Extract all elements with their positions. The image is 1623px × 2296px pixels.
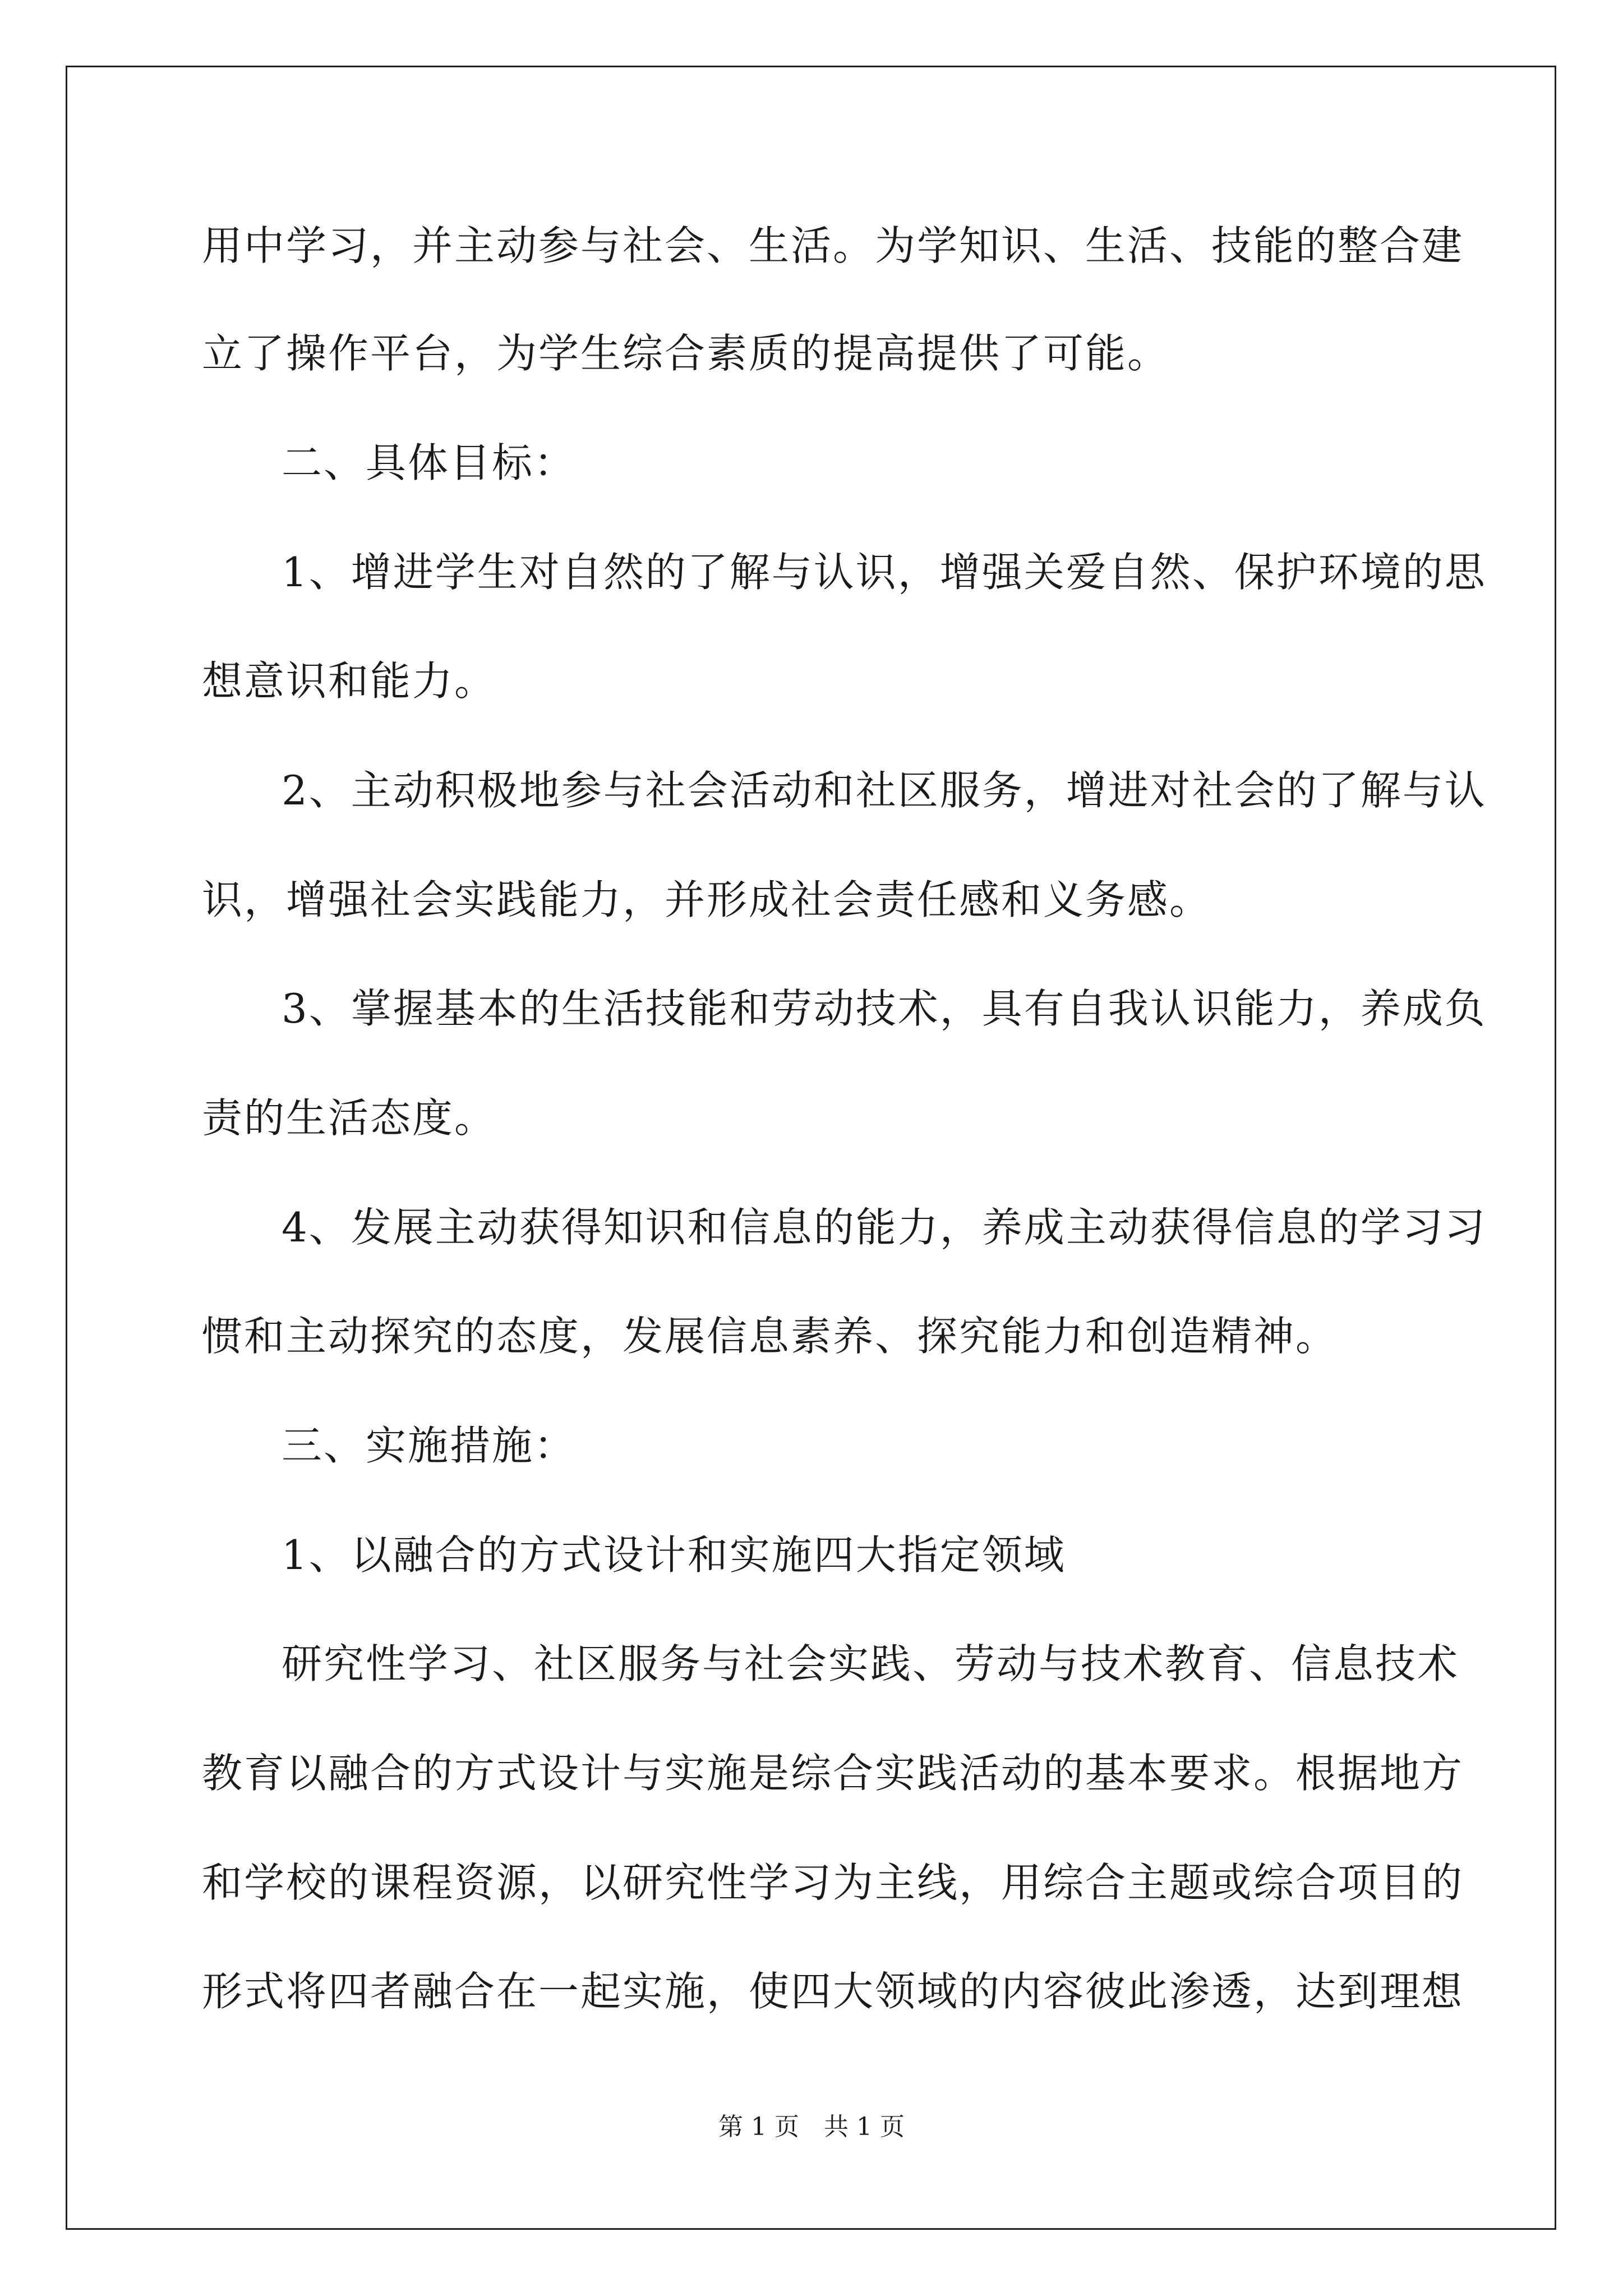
text-line: 教育以融合的方式设计与实施是综合实践活动的基本要求。根据地方 bbox=[202, 1750, 1464, 1797]
text-line: 4、发展主动获得知识和信息的能力，养成主动获得信息的学习习 bbox=[282, 1204, 1487, 1251]
text-line: 惯和主动探究的态度，发展信息素养、探究能力和创造精神。 bbox=[202, 1313, 1338, 1360]
text-line: 想意识和能力。 bbox=[202, 657, 497, 705]
text-line: 用中学习，并主动参与社会、生活。为学知识、生活、技能的整合建 bbox=[202, 222, 1464, 269]
page-number-footer: 第 1 页 共 1 页 bbox=[718, 2113, 905, 2141]
section-heading: 三、实施措施： bbox=[282, 1422, 577, 1469]
text-line: 识，增强社会实践能力，并形成社会责任感和义务感。 bbox=[202, 876, 1212, 923]
text-line: 2、主动积极地参与社会活动和社区服务，增进对社会的了解与认 bbox=[282, 767, 1487, 814]
subheading: 1、以融合的方式设计和实施四大指定领域 bbox=[282, 1531, 1066, 1579]
text-line: 研究性学习、社区服务与社会实践、劳动与技术教育、信息技术 bbox=[282, 1640, 1460, 1687]
section-heading: 二、具体目标： bbox=[282, 439, 577, 486]
text-line: 1、增进学生对自然的了解与认识，增强关爱自然、保护环境的思 bbox=[282, 549, 1487, 596]
text-line: 形式将四者融合在一起实施，使四大领域的内容彼此渗透，达到理想 bbox=[202, 1968, 1464, 2015]
text-line: 3、掌握基本的生活技能和劳动技术，具有自我认识能力，养成负 bbox=[282, 985, 1487, 1032]
text-line: 责的生活态度。 bbox=[202, 1094, 497, 1142]
text-line: 和学校的课程资源，以研究性学习为主线，用综合主题或综合项目的 bbox=[202, 1859, 1464, 1906]
text-line: 立了操作平台，为学生综合素质的提高提供了可能。 bbox=[202, 330, 1170, 377]
